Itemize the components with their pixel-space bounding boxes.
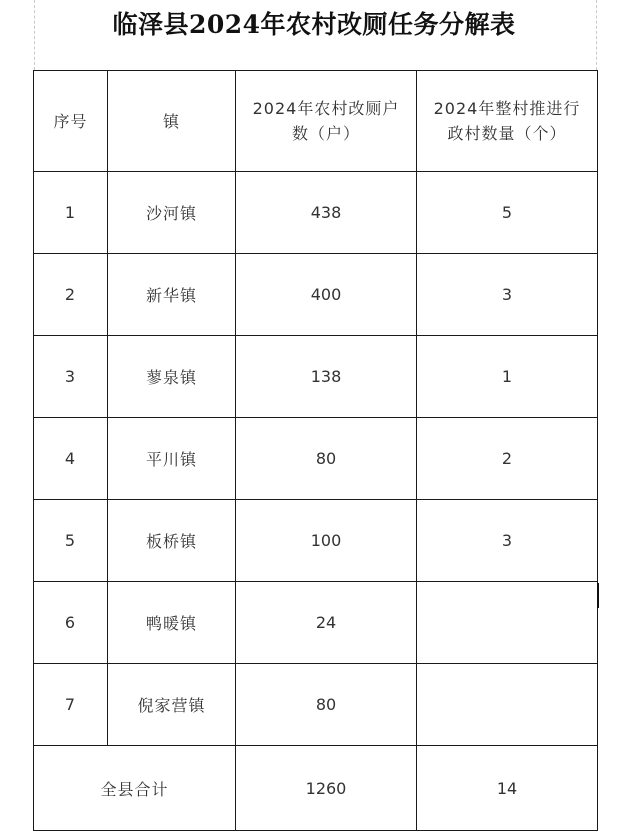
header-households-text: 2024年农村改厕户数（户） xyxy=(252,99,400,143)
cell-index: 7 xyxy=(34,664,108,746)
cell-total-households: 1260 xyxy=(236,746,417,831)
cell-town: 鸭暖镇 xyxy=(108,582,236,664)
cell-villages xyxy=(417,664,598,746)
cell-households: 80 xyxy=(236,418,417,500)
cell-index: 3 xyxy=(34,336,108,418)
task-allocation-table xyxy=(33,70,598,831)
cell-town: 沙河镇 xyxy=(108,172,236,254)
cell-index: 2 xyxy=(34,254,108,336)
cell-index: 5 xyxy=(34,500,108,582)
cell-villages: 2 xyxy=(417,418,598,500)
table-row xyxy=(34,418,598,500)
text-cursor-mark xyxy=(597,583,599,608)
table-row xyxy=(34,254,598,336)
cell-households: 400 xyxy=(236,254,417,336)
cell-index: 6 xyxy=(34,582,108,664)
cell-villages: 1 xyxy=(417,336,598,418)
cell-town: 新华镇 xyxy=(108,254,236,336)
cell-households: 138 xyxy=(236,336,417,418)
table-row xyxy=(34,172,598,254)
cell-index: 4 xyxy=(34,418,108,500)
cell-total-label: 全县合计 xyxy=(34,746,236,831)
header-villages xyxy=(417,71,598,172)
cell-town: 平川镇 xyxy=(108,418,236,500)
table-row xyxy=(34,664,598,746)
cell-index: 1 xyxy=(34,172,108,254)
header-villages-text: 2024年整村推进行政村数量（个） xyxy=(433,99,581,143)
header-town: 镇 xyxy=(108,71,236,172)
table-row xyxy=(34,336,598,418)
cell-villages: 3 xyxy=(417,254,598,336)
cell-town: 蓼泉镇 xyxy=(108,336,236,418)
table-header-row xyxy=(34,71,598,172)
table-row xyxy=(34,582,598,664)
cell-villages: 5 xyxy=(417,172,598,254)
header-households xyxy=(236,71,417,172)
header-index: 序号 xyxy=(34,71,108,172)
cell-town: 倪家营镇 xyxy=(108,664,236,746)
cell-total-villages: 14 xyxy=(417,746,598,831)
cell-households: 100 xyxy=(236,500,417,582)
document-title: 临泽县2024年农村改厕任务分解表 xyxy=(112,10,516,39)
cell-town: 板桥镇 xyxy=(108,500,236,582)
cell-households: 438 xyxy=(236,172,417,254)
table-row xyxy=(34,500,598,582)
cell-villages: 3 xyxy=(417,500,598,582)
total-row xyxy=(34,746,598,831)
cell-households: 80 xyxy=(236,664,417,746)
cell-households: 24 xyxy=(236,582,417,664)
cell-villages xyxy=(417,582,598,664)
